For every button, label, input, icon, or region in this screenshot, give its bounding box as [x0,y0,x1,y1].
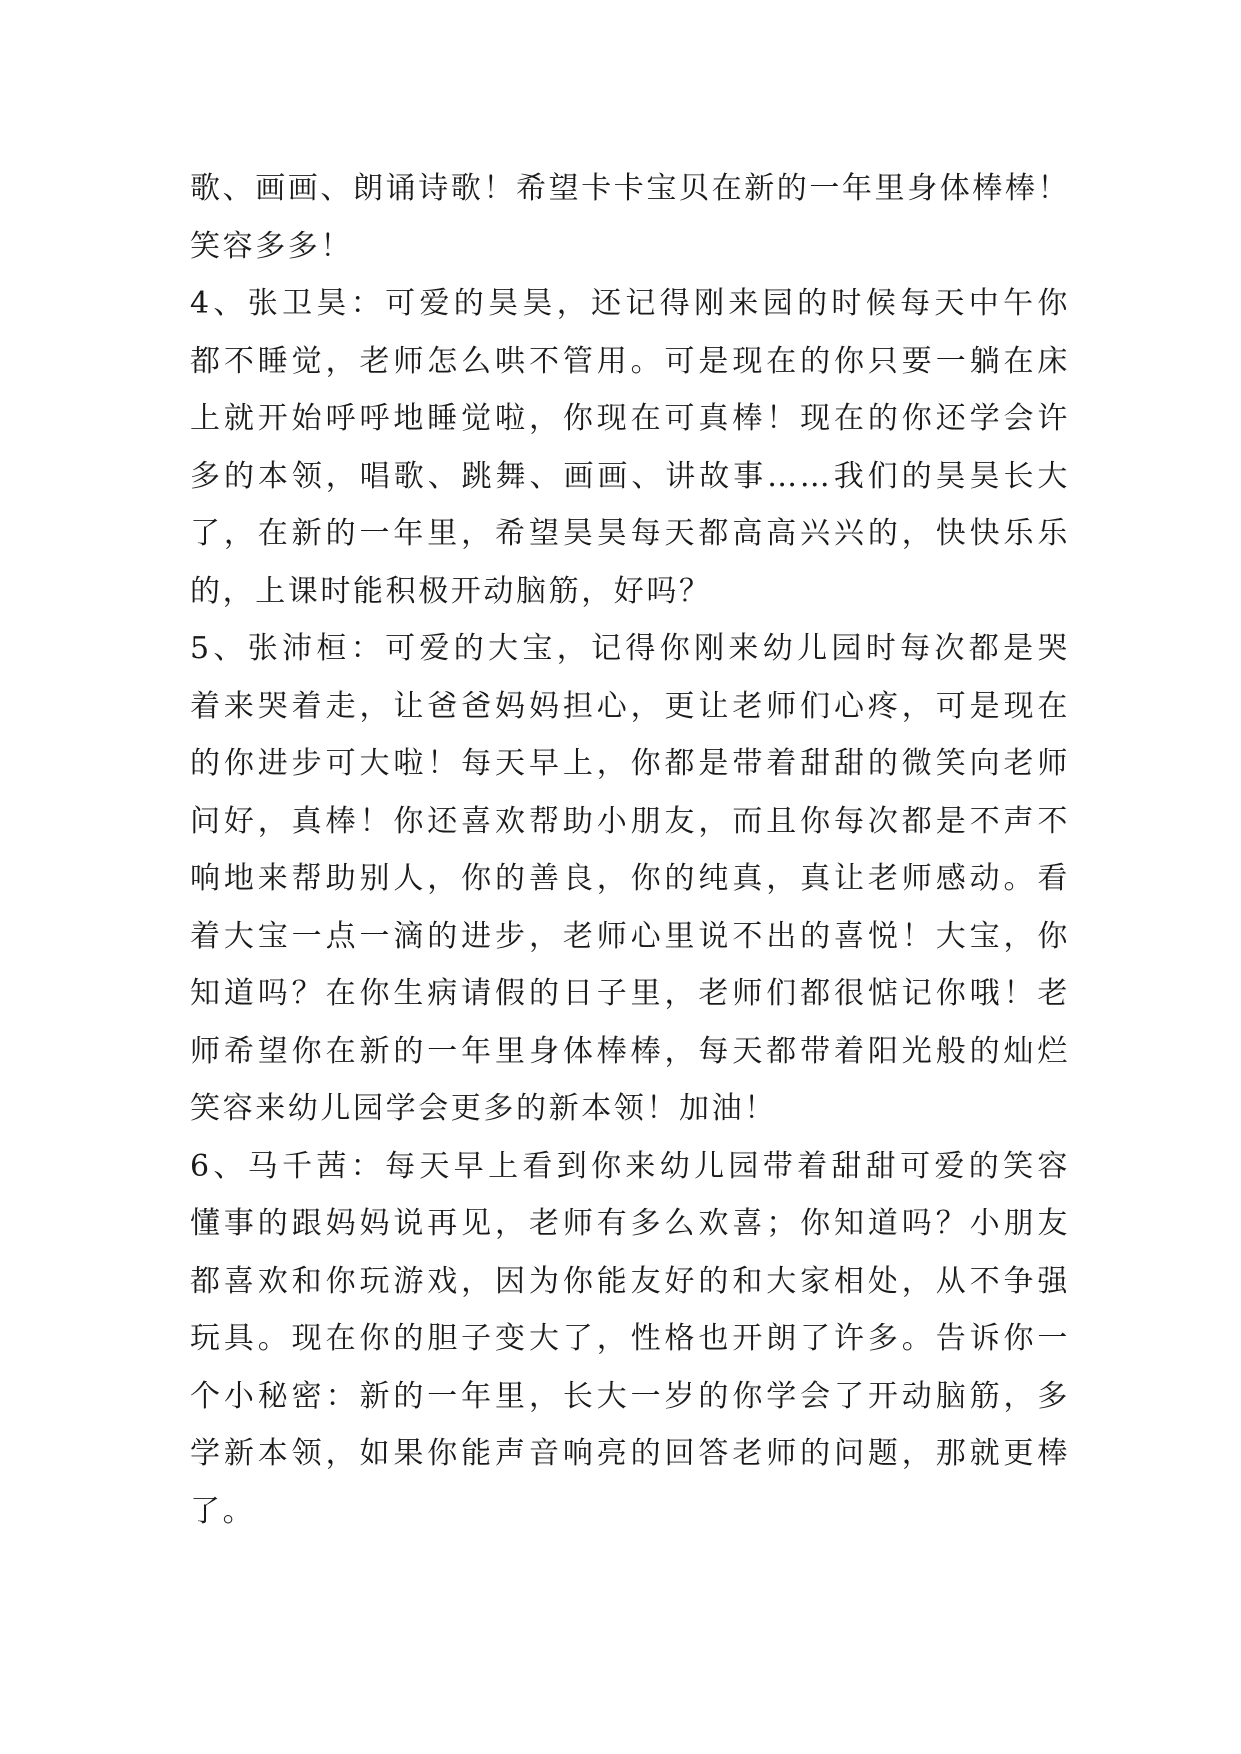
text-line: 响地来帮助别人，你的善良，你的纯真，真让老师感动。看 [190,861,1070,896]
text-line: 笑容多多！ [190,228,353,264]
text-line: 着大宝一点一滴的进步，老师心里说不出的喜悦！大宝，你 [190,918,1070,954]
text-line: 歌、画画、朗诵诗歌！希望卡卡宝贝在新的一年里身体棒棒！ [190,171,1071,206]
text-line: 知道吗？在你生病请假的日子里，老师们都很惦记你哦！老 [190,976,1070,1011]
text-line: 了，在新的一年里，希望昊昊每天都高高兴兴的，快快乐乐 [190,516,1070,551]
text-line: 都不睡觉，老师怎么哄不管用。可是现在的你只要一躺在床 [190,343,1070,379]
text-line: 师希望你在新的一年里身体棒棒，每天都带着阳光般的灿烂 [190,1033,1070,1069]
text-line: 的，上课时能积极开动脑筋，好吗？ [190,573,712,609]
text-line: 6、马千茜：每天早上看到你来幼儿园带着甜甜可爱的笑容 [190,1148,1070,1184]
text-line: 4、张卫昊：可爱的昊昊，还记得刚来园的时候每天中午你 [190,286,1070,321]
text-line: 问好，真棒！你还喜欢帮助小朋友，而且你每次都是不声不 [190,803,1070,839]
text-line: 的你进步可大啦！每天早上，你都是带着甜甜的微笑向老师 [190,746,1070,781]
text-line: 5、张沛桓：可爱的大宝，记得你刚来幼儿园时每次都是哭 [190,631,1070,666]
body-text [190,160,1070,1540]
text-line: 都喜欢和你玩游戏，因为你能友好的和大家相处，从不争强 [190,1263,1070,1299]
text-line: 上就开始呼呼地睡觉啦，你现在可真棒！现在的你还学会许 [190,401,1070,436]
text-line: 懂事的跟妈妈说再见，老师有多么欢喜；你知道吗？小朋友 [190,1206,1070,1241]
text-line: 个小秘密：新的一年里，长大一岁的你学会了开动脑筋，多 [190,1378,1070,1414]
text-line: 学新本领，如果你能声音响亮的回答老师的问题，那就更棒 [190,1436,1070,1471]
text-line: 笑容来幼儿园学会更多的新本领！加油！ [190,1091,777,1126]
text-line: 着来哭着走，让爸爸妈妈担心，更让老师们心疼，可是现在 [190,688,1070,724]
text-line: 了。 [190,1493,256,1529]
text-line: 玩具。现在你的胆子变大了，性格也开朗了许多。告诉你一 [190,1321,1070,1356]
text-line: 多的本领，唱歌、跳舞、画画、讲故事……我们的昊昊长大 [190,458,1070,494]
